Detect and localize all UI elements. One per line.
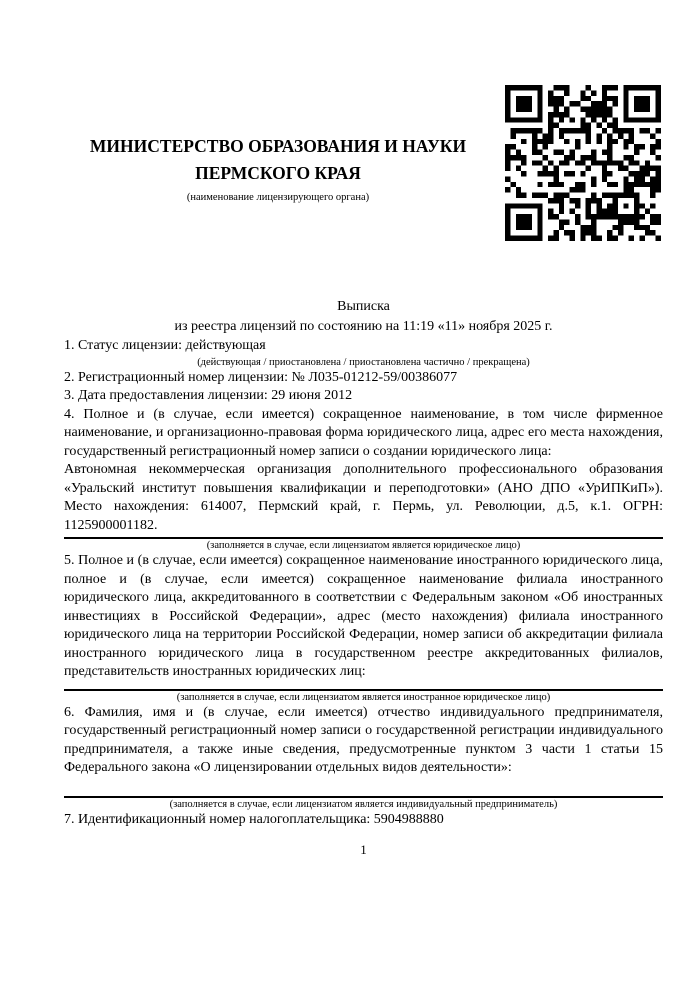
item-license-status: 1. Статус лицензии: действующая	[64, 338, 266, 353]
entrepreneur-caption: (заполняется в случае, если лицензиатом является индивидуальный предприниматель)	[169, 798, 558, 810]
document-body	[64, 297, 663, 857]
ministry-name-line1: МИНИСТЕРСТВО ОБРАЗОВАНИЯ И НАУКИ	[89, 136, 467, 156]
document-title	[64, 297, 663, 337]
item-registration-number: 2. Регистрационный номер лицензии: № Л035-01212-59/00386077	[64, 369, 458, 385]
legal-entity-caption: (заполняется в случае, если лицензиатом является юридическое лицо)	[206, 540, 521, 551]
item-legal-entity-label: 4. Полное и (в случае, если имеется) сокращенное наименование, в том числе фирменное наименование, и организационно-правовая форма юридического лица, адрес его места нахождения, государственный регистрационный номер записи о создании юридического лица:	[64, 406, 663, 459]
document-header	[64, 133, 492, 204]
foreign-entity-caption: (заполняется в случае, если лицензиатом является иностранное юридическое лицо)	[176, 691, 551, 703]
document-title-line2: из реестра лицензий по состоянию на 11:19 «11» ноября 2025 г.	[174, 319, 553, 334]
item-entrepreneur-label: 6. Фамилия, имя и (в случае, если имеется) отчество индивидуального предпринимателя, государственный регистрационный номер записи о государственной регистрации индивидуального предпринимателя, а также иные сведения, предусмотренные пунктом 3 части 1 статьи 15 Федерального закона «О лицензировании отдельных видов деятельности»:	[64, 704, 663, 775]
license-status-options-caption: (действующая / приостановлена / приостановлена частично / прекращена)	[197, 356, 530, 368]
ministry-name-line2: ПЕРМСКОГО КРАЯ	[195, 163, 361, 183]
item-foreign-entity-label: 5. Полное и (в случае, если имеется) сокращенное наименование иностранного юридического лица, полное и (в случае, если имеется) сокращенное наименование филиала иностранного юридического лица, аккредитованного в соответствии с Федеральным законом «Об иностранных инвестициях в Российской Федерации», адрес (место нахождения) филиала иностранного юридического лица на территории Российской Федерации, номер записи об аккредитации филиала иностранного юридического лица в государственном реестре аккредитованных филиалов, представительств иностранных юридических лиц:	[64, 553, 663, 679]
qr-code-icon	[505, 85, 661, 241]
page-number: 1	[360, 842, 367, 857]
qr-code-image	[505, 85, 661, 241]
licensing-authority-caption: (наименование лицензирующего органа)	[186, 192, 370, 203]
licensing-authority-name	[64, 133, 492, 187]
document-title-line1: Выписка	[337, 299, 390, 314]
legal-entity-value: Автономная некоммерческая организация дополнительного профессионального образования «Уральский институт повышения квалификации и переподготовки» (АНО ДПО «УрИПКиП»). Место нахождения: 614007, Пермский край, г. Пермь, ул. Революции, д.5, к.1. ОГРН: 1125900001182.	[64, 462, 663, 533]
item-taxpayer-number: 7. Идентификационный номер налогоплательщика: 5904988880	[64, 811, 444, 827]
item-grant-date: 3. Дата предоставления лицензии: 29 июня 2012	[64, 388, 353, 403]
